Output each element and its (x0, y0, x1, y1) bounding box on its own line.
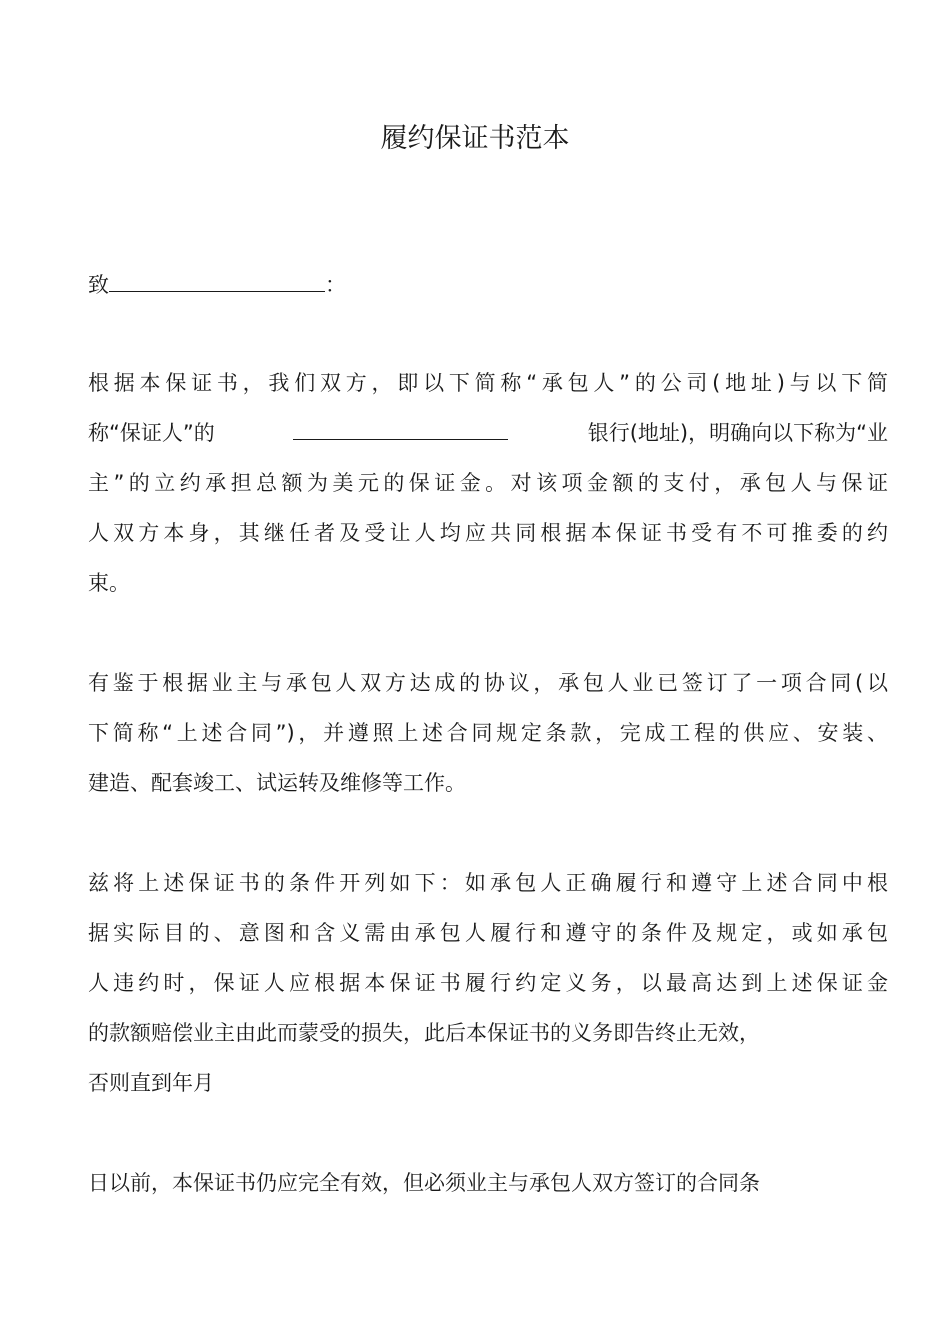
addressee-suffix: ： (325, 273, 346, 297)
paragraph-line: 据实际目的、意图和含义需由承包人履行和遵守的条件及规定，或如承包 (88, 921, 888, 945)
paragraph-line: 兹将上述保证书的条件开列如下：如承包人正确履行和遵守上述合同中根 (88, 871, 888, 895)
paragraph-line: 根据本保证书，我们双方，即以下简称“承包人”的公司(地址)与以下简 (88, 371, 888, 395)
paragraph-line: 人双方本身，其继任者及受让人均应共同根据本保证书受有不可推委的约 (88, 521, 888, 545)
addressee-prefix: 致 (88, 273, 109, 297)
paragraph-line: 主”的立约承担总额为美元的保证金。对该项金额的支付，承包人与保证 (88, 471, 888, 495)
paragraph-2 (88, 666, 888, 816)
paragraph-4 (88, 1166, 888, 1216)
paragraph-line: 建造、配套竣工、试运转及维修等工作。 (88, 771, 466, 795)
paragraph-line: 束。 (88, 571, 130, 595)
addressee-blank (109, 273, 325, 292)
paragraph-line: 日以前，本保证书仍应完全有效，但必须业主与承包人双方签订的合同条 (88, 1171, 760, 1195)
paragraph-line: 否则直到年月 (88, 1071, 214, 1095)
paragraph-line: 的款额赔偿业主由此而蒙受的损失，此后本保证书的义务即告终止无效， (88, 1021, 760, 1045)
document-title: 履约保证书范本 (380, 123, 570, 154)
paragraph-line: 有鉴于根据业主与承包人双方达成的协议，承包人业已签订了一项合同(以 (88, 671, 888, 695)
paragraph-line: 下简称“上述合同”)，并遵照上述合同规定条款，完成工程的供应、安装、 (88, 721, 888, 745)
paragraph-line: 人违约时，保证人应根据本保证书履行约定义务，以最高达到上述保证金 (88, 971, 888, 995)
paragraph-line-part: 称“保证人”的 (88, 421, 215, 445)
paragraph-line-with-blank (88, 416, 888, 466)
paragraph-1 (88, 366, 888, 616)
paragraph-3 (88, 866, 888, 1116)
addressee-line (88, 268, 346, 302)
paragraph-line-part: 银行(地址)，明确向以下称为“业 (587, 421, 888, 445)
guarantor-blank (293, 421, 508, 440)
